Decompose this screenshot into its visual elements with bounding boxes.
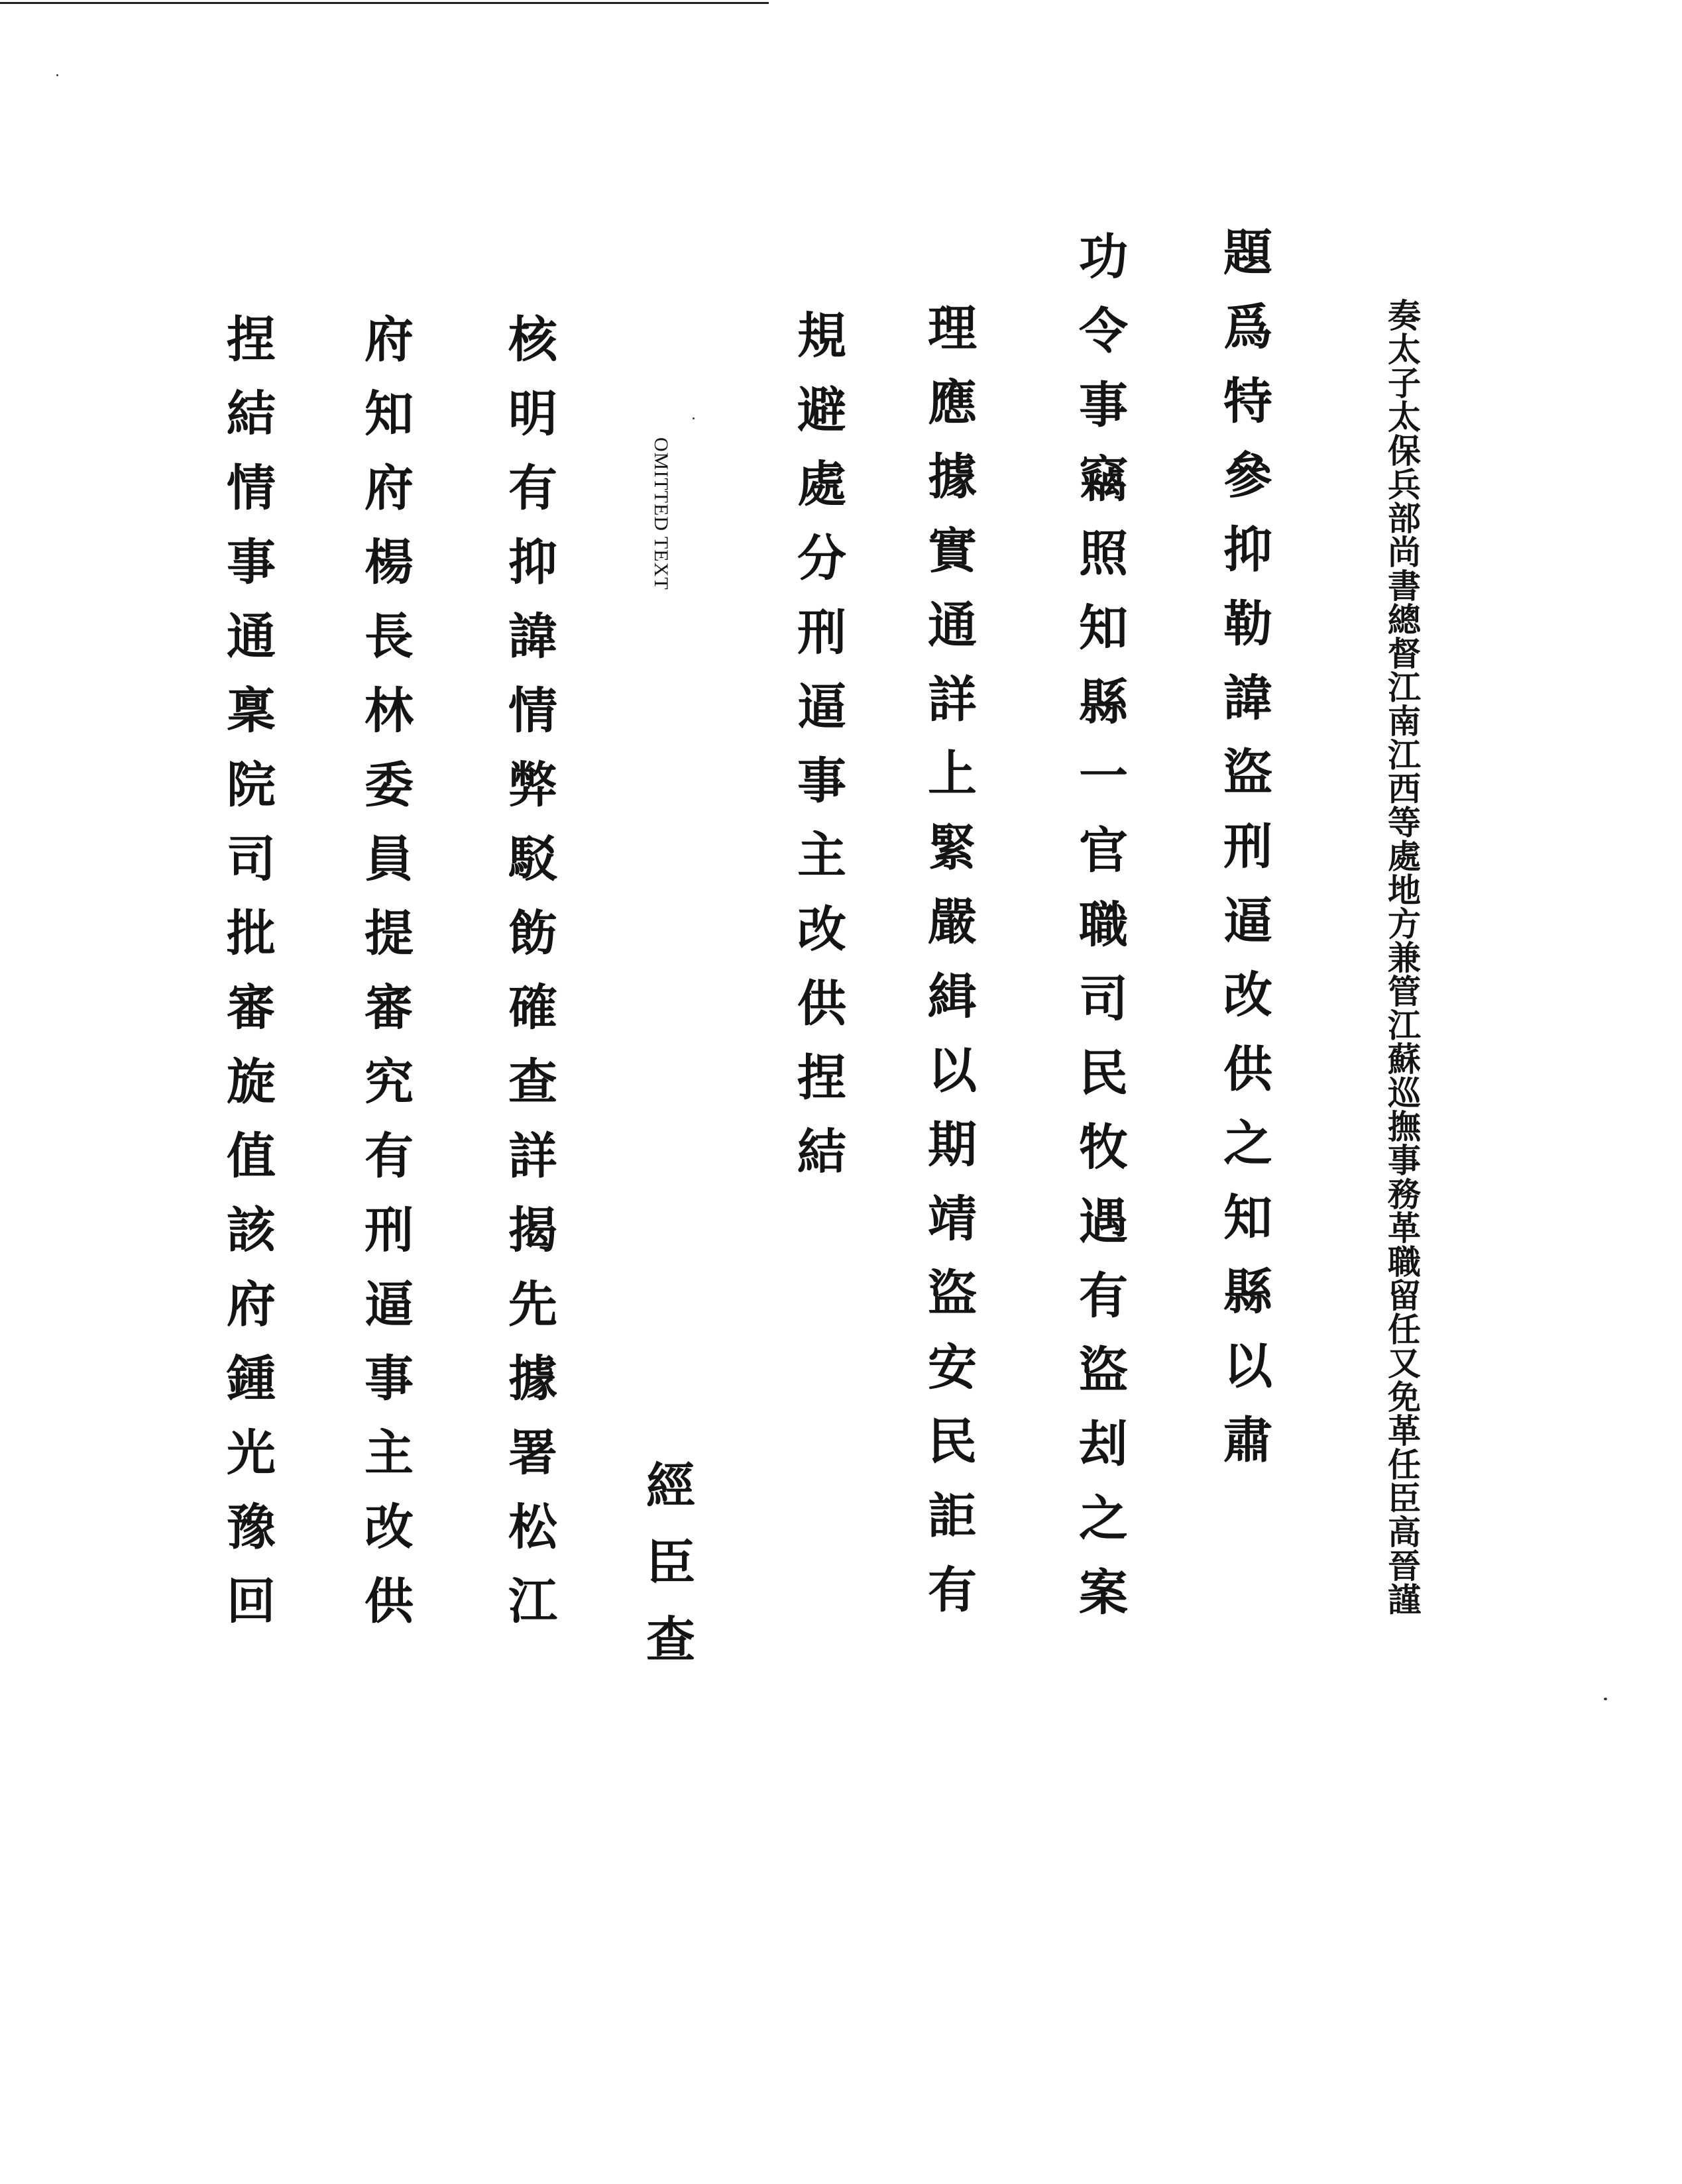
omitted-text-note: OMITTED TEXT xyxy=(650,437,672,590)
memorial-heading-column: 奏太子太保兵部尚書總督江南江西等處地方兼管江蘇巡撫事務革職留任又免革任臣高晉謹 xyxy=(1382,298,1422,1616)
scan-speck xyxy=(693,417,695,419)
memorial-line-6: 府知府楊長林委員提審究有刑逼事主改供 xyxy=(357,313,414,1649)
checked-by-minister-note: 經臣查 xyxy=(638,1460,695,1690)
memorial-line-5: 核明有抑諱情弊駁飭確查詳揭先據署松江 xyxy=(500,313,557,1649)
memorial-line-3: 理應據實通詳上緊嚴緝以期靖盜安民詎有 xyxy=(920,302,977,1638)
memorial-line-1: 題爲特參抑勒諱盜刑逼改供之知縣以肅 xyxy=(1215,227,1272,1488)
scan-speck xyxy=(1604,1698,1607,1700)
top-rule xyxy=(0,2,769,4)
memorial-line-4: 規避處分刑逼事主改供捏結 xyxy=(789,309,846,1200)
memorial-line-2: 功令事竊照知縣一官職司民牧遇有盜刦之案 xyxy=(1071,231,1128,1641)
memorial-line-7: 捏結情事通稟院司批審旋值該府鍾光豫回 xyxy=(219,313,276,1649)
scan-speck xyxy=(56,74,58,76)
